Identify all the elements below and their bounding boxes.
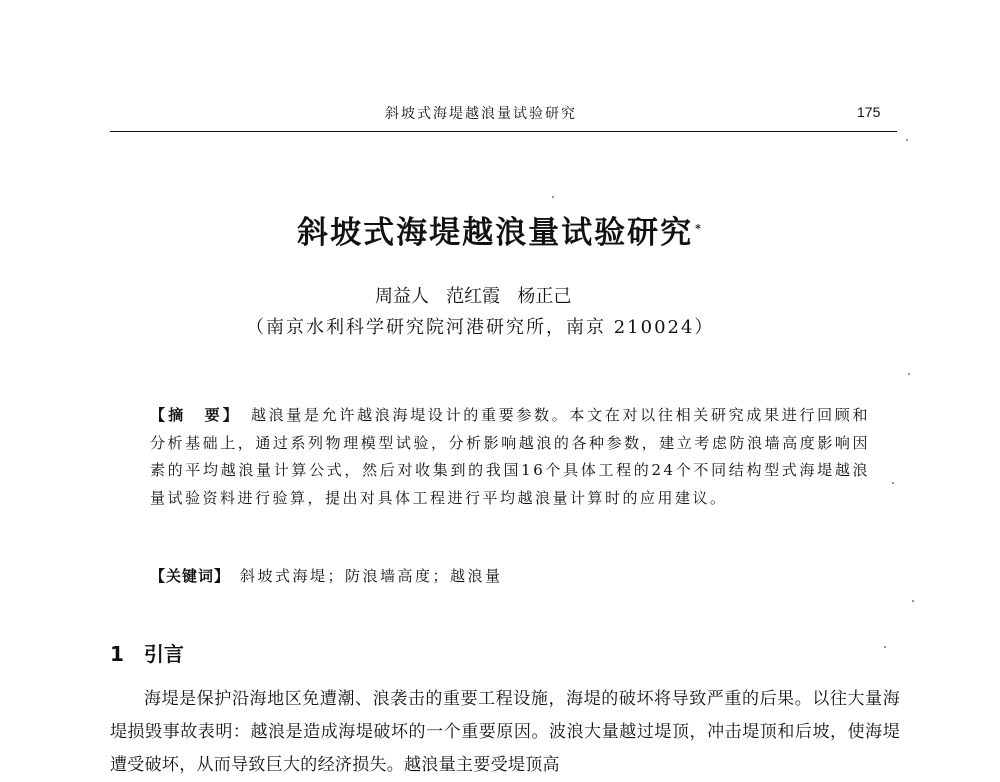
running-head-title: 斜坡式海堤越浪量试验研究 (385, 106, 577, 122)
scan-speck (912, 600, 914, 602)
paper-title (0, 207, 1000, 252)
affiliation: （南京水利科学研究院河港研究所，南京 210024） (246, 317, 715, 338)
abstract (150, 402, 870, 512)
scan-speck (884, 646, 886, 648)
scan-speck (892, 482, 894, 484)
keywords-text: 斜坡式海堤；防浪墙高度；越浪量 (240, 567, 503, 585)
keywords (150, 565, 503, 586)
page-number: 175 (857, 104, 881, 120)
section-title: 引言 (143, 642, 184, 666)
scan-speck (552, 196, 554, 198)
scan-speck (906, 139, 908, 141)
header-rule (110, 131, 897, 132)
keywords-label: 【关键词】 (150, 567, 231, 585)
section-heading (110, 638, 184, 667)
scan-speck (908, 373, 910, 375)
abstract-label: 【摘 要】 (150, 406, 241, 424)
title-footnote-mark: * (695, 221, 703, 235)
paper-title-text: 斜坡式海堤越浪量试验研究 (297, 215, 694, 251)
section-number: 1 (110, 642, 124, 666)
section-body-paragraph: 海堤是保护沿海地区免遭潮、浪袭击的重要工程设施，海堤的破坏将导致严重的后果。以往大量海堤损毁事故表明：越浪是造成海堤破坏的一个重要原因。波浪大量越过堤顶，冲击堤顶和后坡，使海堤遭受破坏，从而导致巨大的经济损失。越浪量主要受堤顶高 (110, 689, 900, 775)
abstract-text: 越浪量是允许越浪海堤设计的重要参数。本文在对以往相关研究成果进行回顾和分析基础上，通过系列物理模型试验，分析影响越浪的各种参数，建立考虑防浪墙高度影响因素的平均越浪量计算公式，然后对收集到的我国16个具体工程的24个不同结构型式海堤越浪量试验资料进行验算，提出对具体工程进行平均越浪量计算时的应用建议。 (150, 406, 870, 507)
author-list: 周益人 范红霞 杨正己 (375, 286, 572, 307)
